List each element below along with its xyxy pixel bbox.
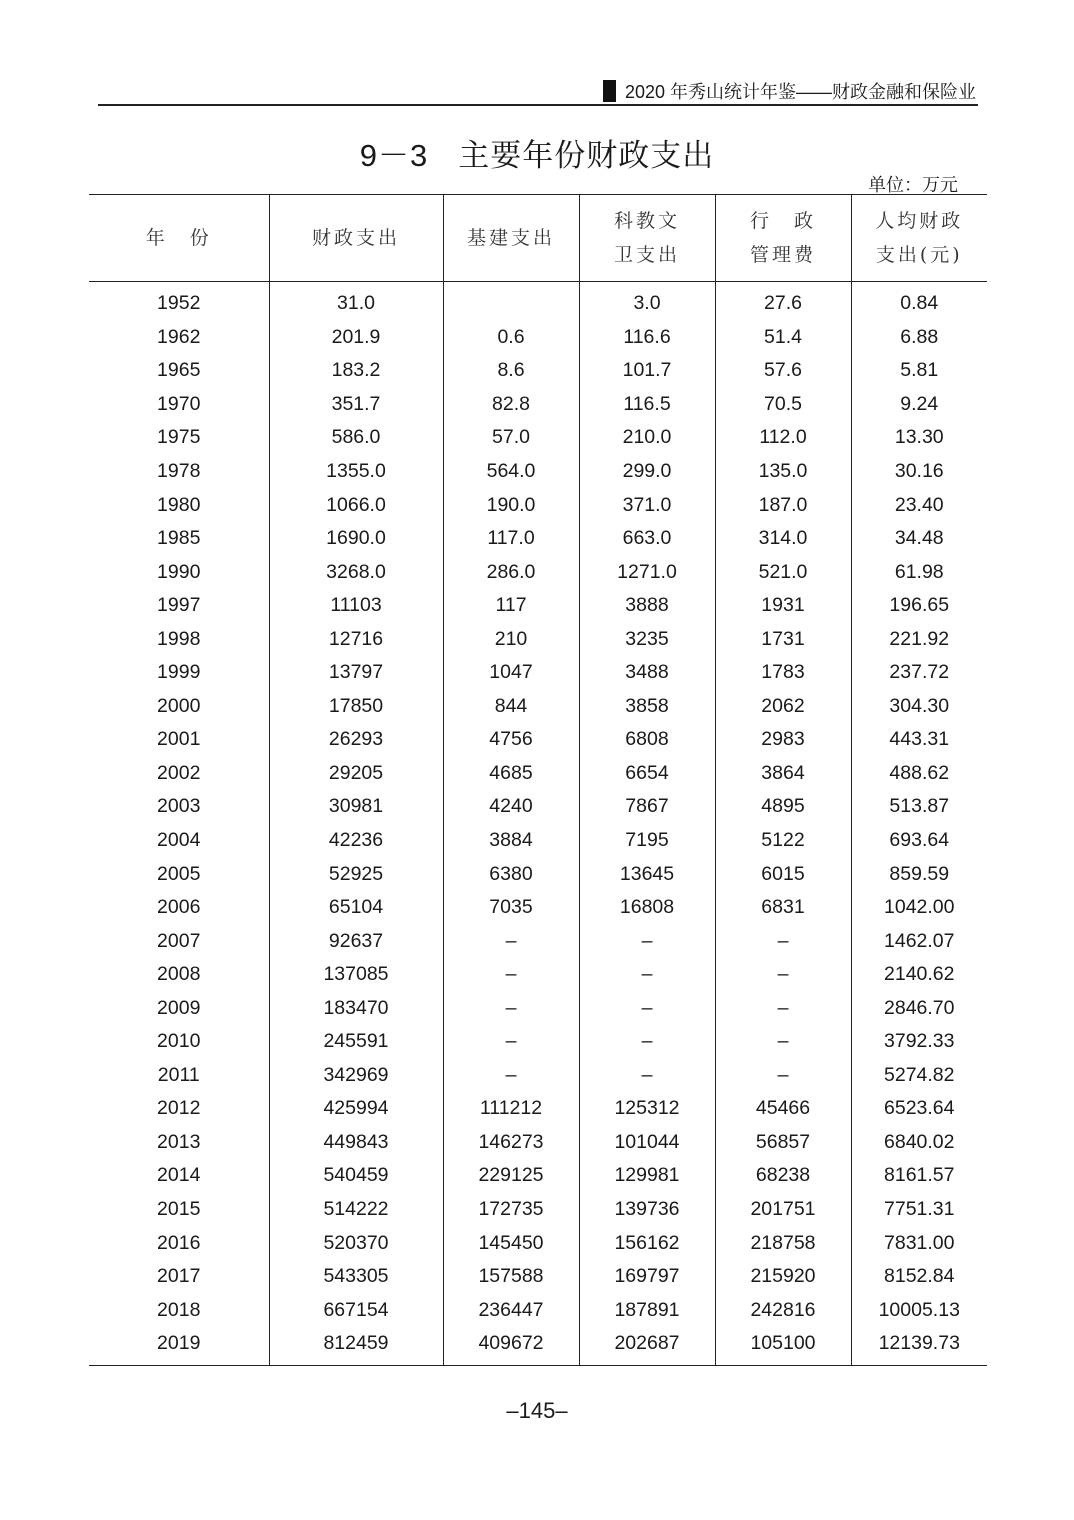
cell-year: 2019 <box>89 1327 269 1365</box>
cell-education-science-health: 7195 <box>579 824 715 858</box>
cell-administration: 1783 <box>715 656 851 690</box>
cell-total-expenditure: 201.9 <box>269 321 443 355</box>
cell-total-expenditure: 1690.0 <box>269 522 443 556</box>
table-row <box>89 1193 987 1227</box>
cell-capital-construction: 3884 <box>443 824 579 858</box>
cell-total-expenditure: 17850 <box>269 690 443 724</box>
cell-capital-construction: – <box>443 958 579 992</box>
table-row <box>89 790 987 824</box>
cell-education-science-health: – <box>579 991 715 1025</box>
table-title <box>0 130 1074 175</box>
col-header-education-science-health: 科教文 卫支出 <box>579 195 715 282</box>
cell-capital-construction: 82.8 <box>443 388 579 422</box>
cell-capital-construction: 409672 <box>443 1327 579 1365</box>
cell-capital-construction: 117 <box>443 589 579 623</box>
cell-administration: 57.6 <box>715 354 851 388</box>
cell-capital-construction: 146273 <box>443 1126 579 1160</box>
cell-total-expenditure: 13797 <box>269 656 443 690</box>
col-header-capital-construction: 基建支出 <box>443 195 579 282</box>
cell-year: 2001 <box>157 728 201 751</box>
cell-per-capita: 9.24 <box>851 388 987 422</box>
cell-administration: – <box>715 1059 851 1093</box>
cell-per-capita: 6.88 <box>851 321 987 355</box>
cell-administration: 56857 <box>715 1126 851 1160</box>
cell-per-capita: 5274.82 <box>851 1059 987 1093</box>
cell-year: 2011 <box>157 1063 200 1086</box>
cell-education-science-health: 3.0 <box>579 282 715 321</box>
cell-administration: 242816 <box>715 1293 851 1327</box>
running-header-text-wrap <box>603 78 976 104</box>
cell-year: 2016 <box>157 1231 201 1254</box>
cell-per-capita: 488.62 <box>851 757 987 791</box>
cell-administration: 5122 <box>715 824 851 858</box>
table-row <box>89 991 987 1025</box>
cell-per-capita: 304.30 <box>851 690 987 724</box>
cell-education-science-health: 187891 <box>579 1293 715 1327</box>
cell-per-capita: 0.84 <box>851 282 987 321</box>
cell-year: 1962 <box>157 325 201 348</box>
col-header-per-capita: 人均财政 支出(元) <box>851 195 987 282</box>
table-row <box>89 488 987 522</box>
table-header-row <box>89 195 987 282</box>
cell-administration: 70.5 <box>715 388 851 422</box>
cell-total-expenditure: 137085 <box>269 958 443 992</box>
cell-year: 2000 <box>157 694 201 717</box>
table-row <box>89 958 987 992</box>
cell-year: 2012 <box>157 1097 201 1120</box>
cell-education-science-health: 371.0 <box>579 488 715 522</box>
cell-education-science-health: 129981 <box>579 1159 715 1193</box>
col-header-administration: 行 政 管理费 <box>715 195 851 282</box>
cell-per-capita: 237.72 <box>851 656 987 690</box>
cell-year: 2013 <box>157 1130 201 1153</box>
table-row <box>89 690 987 724</box>
cell-education-science-health: – <box>579 1025 715 1059</box>
table-row <box>89 1159 987 1193</box>
cell-administration: 51.4 <box>715 321 851 355</box>
cell-administration: – <box>715 924 851 958</box>
cell-per-capita: 3792.33 <box>851 1025 987 1059</box>
cell-education-science-health: 210.0 <box>579 421 715 455</box>
cell-capital-construction: 8.6 <box>443 354 579 388</box>
fiscal-expenditure-table <box>89 194 987 1366</box>
cell-per-capita: 7831.00 <box>851 1226 987 1260</box>
cell-per-capita: 61.98 <box>851 555 987 589</box>
cell-per-capita: 30.16 <box>851 455 987 489</box>
cell-education-science-health: 3858 <box>579 690 715 724</box>
table-row <box>89 282 987 321</box>
cell-per-capita: 6840.02 <box>851 1126 987 1160</box>
cell-per-capita: 13.30 <box>851 421 987 455</box>
header-block-mark <box>603 80 616 102</box>
cell-capital-construction: 1047 <box>443 656 579 690</box>
cell-education-science-health: 3888 <box>579 589 715 623</box>
cell-year: 2005 <box>157 862 201 885</box>
cell-education-science-health: 202687 <box>579 1327 715 1365</box>
page-number: –145– <box>506 1398 568 1423</box>
cell-capital-construction: 190.0 <box>443 488 579 522</box>
cell-total-expenditure: 11103 <box>269 589 443 623</box>
cell-total-expenditure: 514222 <box>269 1193 443 1227</box>
cell-year: 1999 <box>157 661 201 684</box>
cell-education-science-health: 101.7 <box>579 354 715 388</box>
cell-administration: 45466 <box>715 1092 851 1126</box>
cell-capital-construction: 286.0 <box>443 555 579 589</box>
cell-per-capita: 196.65 <box>851 589 987 623</box>
cell-education-science-health: 6654 <box>579 757 715 791</box>
cell-total-expenditure: 540459 <box>269 1159 443 1193</box>
table-row <box>89 421 987 455</box>
cell-year: 2017 <box>157 1265 201 1288</box>
cell-capital-construction: 172735 <box>443 1193 579 1227</box>
cell-per-capita: 693.64 <box>851 824 987 858</box>
cell-education-science-health: 169797 <box>579 1260 715 1294</box>
cell-administration: 2983 <box>715 723 851 757</box>
cell-per-capita: 1042.00 <box>851 891 987 925</box>
table-number: 9－3 <box>359 138 429 173</box>
cell-capital-construction: 0.6 <box>443 321 579 355</box>
col-header-total-expenditure: 财政支出 <box>269 195 443 282</box>
cell-total-expenditure: 26293 <box>269 723 443 757</box>
cell-capital-construction: 4240 <box>443 790 579 824</box>
cell-total-expenditure: 29205 <box>269 757 443 791</box>
cell-per-capita: 6523.64 <box>851 1092 987 1126</box>
cell-capital-construction: 145450 <box>443 1226 579 1260</box>
table-row <box>89 723 987 757</box>
cell-capital-construction: 7035 <box>443 891 579 925</box>
table-row <box>89 555 987 589</box>
cell-total-expenditure: 449843 <box>269 1126 443 1160</box>
cell-total-expenditure: 543305 <box>269 1260 443 1294</box>
table-row <box>89 455 987 489</box>
cell-total-expenditure: 3268.0 <box>269 555 443 589</box>
cell-year: 2010 <box>157 1030 201 1053</box>
cell-year: 2007 <box>157 929 201 952</box>
cell-capital-construction: 117.0 <box>443 522 579 556</box>
cell-total-expenditure: 42236 <box>269 824 443 858</box>
table-row <box>89 1126 987 1160</box>
table-row <box>89 757 987 791</box>
cell-per-capita: 8152.84 <box>851 1260 987 1294</box>
cell-year: 1985 <box>157 527 201 550</box>
cell-year: 1990 <box>157 560 201 583</box>
cell-administration: 2062 <box>715 690 851 724</box>
table-row <box>89 924 987 958</box>
cell-year: 2002 <box>157 761 201 784</box>
table-row <box>89 522 987 556</box>
cell-education-science-health: – <box>579 924 715 958</box>
cell-education-science-health: 16808 <box>579 891 715 925</box>
cell-administration: 1931 <box>715 589 851 623</box>
cell-education-science-health: 1271.0 <box>579 555 715 589</box>
cell-year: 2004 <box>157 829 201 852</box>
cell-administration: 201751 <box>715 1193 851 1227</box>
table-row <box>89 1092 987 1126</box>
cell-per-capita: 12139.73 <box>851 1327 987 1365</box>
table-row <box>89 891 987 925</box>
cell-year: 1980 <box>157 493 201 516</box>
cell-capital-construction: 210 <box>443 622 579 656</box>
cell-education-science-health: 116.6 <box>579 321 715 355</box>
cell-education-science-health: 3235 <box>579 622 715 656</box>
cell-education-science-health: 101044 <box>579 1126 715 1160</box>
cell-capital-construction: 4756 <box>443 723 579 757</box>
cell-administration: 1731 <box>715 622 851 656</box>
table-row <box>89 1059 987 1093</box>
cell-education-science-health: 6808 <box>579 723 715 757</box>
cell-per-capita: 513.87 <box>851 790 987 824</box>
cell-total-expenditure: 586.0 <box>269 421 443 455</box>
cell-per-capita: 2140.62 <box>851 958 987 992</box>
cell-administration: 4895 <box>715 790 851 824</box>
cell-education-science-health: – <box>579 958 715 992</box>
unit-label: 单位：万元 <box>868 175 958 196</box>
cell-administration: 68238 <box>715 1159 851 1193</box>
cell-total-expenditure: 342969 <box>269 1059 443 1093</box>
table-row <box>89 656 987 690</box>
cell-capital-construction: 57.0 <box>443 421 579 455</box>
running-header-label: 2020 年秀山统计年鉴——财政金融和保险业 <box>624 82 976 102</box>
cell-total-expenditure: 65104 <box>269 891 443 925</box>
cell-year: 1970 <box>157 392 201 415</box>
cell-capital-construction: 6380 <box>443 857 579 891</box>
cell-total-expenditure: 92637 <box>269 924 443 958</box>
cell-capital-construction <box>443 282 579 321</box>
cell-total-expenditure: 183470 <box>269 991 443 1025</box>
cell-administration: 112.0 <box>715 421 851 455</box>
cell-education-science-health: 125312 <box>579 1092 715 1126</box>
cell-year: 2015 <box>157 1198 201 1221</box>
cell-capital-construction: – <box>443 1025 579 1059</box>
cell-year: 1965 <box>157 359 201 382</box>
table-row <box>89 1025 987 1059</box>
cell-total-expenditure: 245591 <box>269 1025 443 1059</box>
cell-administration: 105100 <box>715 1327 851 1365</box>
cell-capital-construction: 157588 <box>443 1260 579 1294</box>
cell-administration: 6831 <box>715 891 851 925</box>
cell-capital-construction: 4685 <box>443 757 579 791</box>
cell-administration: 314.0 <box>715 522 851 556</box>
table-body <box>89 282 987 1366</box>
cell-year: 2006 <box>157 896 201 919</box>
cell-capital-construction: – <box>443 924 579 958</box>
table-row <box>89 1293 987 1327</box>
cell-education-science-health: 663.0 <box>579 522 715 556</box>
cell-total-expenditure: 667154 <box>269 1293 443 1327</box>
cell-education-science-health: 139736 <box>579 1193 715 1227</box>
cell-year: 2003 <box>157 795 201 818</box>
table-row <box>89 388 987 422</box>
table-row <box>89 354 987 388</box>
cell-per-capita: 34.48 <box>851 522 987 556</box>
cell-education-science-health: 7867 <box>579 790 715 824</box>
cell-year: 1998 <box>157 627 201 650</box>
cell-year: 2018 <box>157 1298 201 1321</box>
cell-capital-construction: 229125 <box>443 1159 579 1193</box>
cell-administration: 215920 <box>715 1260 851 1294</box>
table-title-text: 主要年份财政支出 <box>458 138 715 173</box>
cell-total-expenditure: 31.0 <box>269 282 443 321</box>
cell-administration: – <box>715 958 851 992</box>
cell-year: 1997 <box>157 594 201 617</box>
running-header <box>98 76 978 106</box>
cell-per-capita: 859.59 <box>851 857 987 891</box>
cell-capital-construction: 111212 <box>443 1092 579 1126</box>
cell-year: 2014 <box>157 1164 201 1187</box>
cell-total-expenditure: 30981 <box>269 790 443 824</box>
cell-administration: 187.0 <box>715 488 851 522</box>
cell-per-capita: 1462.07 <box>851 924 987 958</box>
cell-per-capita: 23.40 <box>851 488 987 522</box>
table-row <box>89 321 987 355</box>
cell-per-capita: 443.31 <box>851 723 987 757</box>
cell-total-expenditure: 12716 <box>269 622 443 656</box>
cell-total-expenditure: 520370 <box>269 1226 443 1260</box>
cell-per-capita: 221.92 <box>851 622 987 656</box>
cell-year: 2008 <box>157 963 201 986</box>
cell-administration: 521.0 <box>715 555 851 589</box>
table-row <box>89 1260 987 1294</box>
cell-education-science-health: – <box>579 1059 715 1093</box>
cell-administration: 6015 <box>715 857 851 891</box>
cell-education-science-health: 299.0 <box>579 455 715 489</box>
cell-capital-construction: 844 <box>443 690 579 724</box>
cell-per-capita: 2846.70 <box>851 991 987 1025</box>
cell-capital-construction: 236447 <box>443 1293 579 1327</box>
cell-total-expenditure: 425994 <box>269 1092 443 1126</box>
col-header-year: 年 份 <box>89 195 269 282</box>
cell-education-science-health: 13645 <box>579 857 715 891</box>
cell-education-science-health: 3488 <box>579 656 715 690</box>
table-row <box>89 824 987 858</box>
cell-total-expenditure: 351.7 <box>269 388 443 422</box>
cell-total-expenditure: 812459 <box>269 1327 443 1365</box>
cell-capital-construction: 564.0 <box>443 455 579 489</box>
cell-total-expenditure: 1355.0 <box>269 455 443 489</box>
cell-total-expenditure: 183.2 <box>269 354 443 388</box>
cell-administration: 27.6 <box>715 282 851 321</box>
table-row <box>89 1327 987 1365</box>
cell-total-expenditure: 1066.0 <box>269 488 443 522</box>
cell-year: 1975 <box>157 426 201 449</box>
cell-administration: 135.0 <box>715 455 851 489</box>
cell-year: 2009 <box>157 996 201 1019</box>
cell-administration: – <box>715 1025 851 1059</box>
cell-per-capita: 8161.57 <box>851 1159 987 1193</box>
table-row <box>89 857 987 891</box>
table-row <box>89 622 987 656</box>
cell-capital-construction: – <box>443 991 579 1025</box>
table-row <box>89 1226 987 1260</box>
cell-per-capita: 5.81 <box>851 354 987 388</box>
cell-year: 1952 <box>157 292 201 315</box>
cell-per-capita: 10005.13 <box>851 1293 987 1327</box>
cell-capital-construction: – <box>443 1059 579 1093</box>
cell-per-capita: 7751.31 <box>851 1193 987 1227</box>
cell-administration: 218758 <box>715 1226 851 1260</box>
cell-education-science-health: 156162 <box>579 1226 715 1260</box>
cell-administration: 3864 <box>715 757 851 791</box>
cell-year: 1978 <box>157 460 201 482</box>
cell-administration: – <box>715 991 851 1025</box>
table-row <box>89 589 987 623</box>
cell-total-expenditure: 52925 <box>269 857 443 891</box>
cell-education-science-health: 116.5 <box>579 388 715 422</box>
